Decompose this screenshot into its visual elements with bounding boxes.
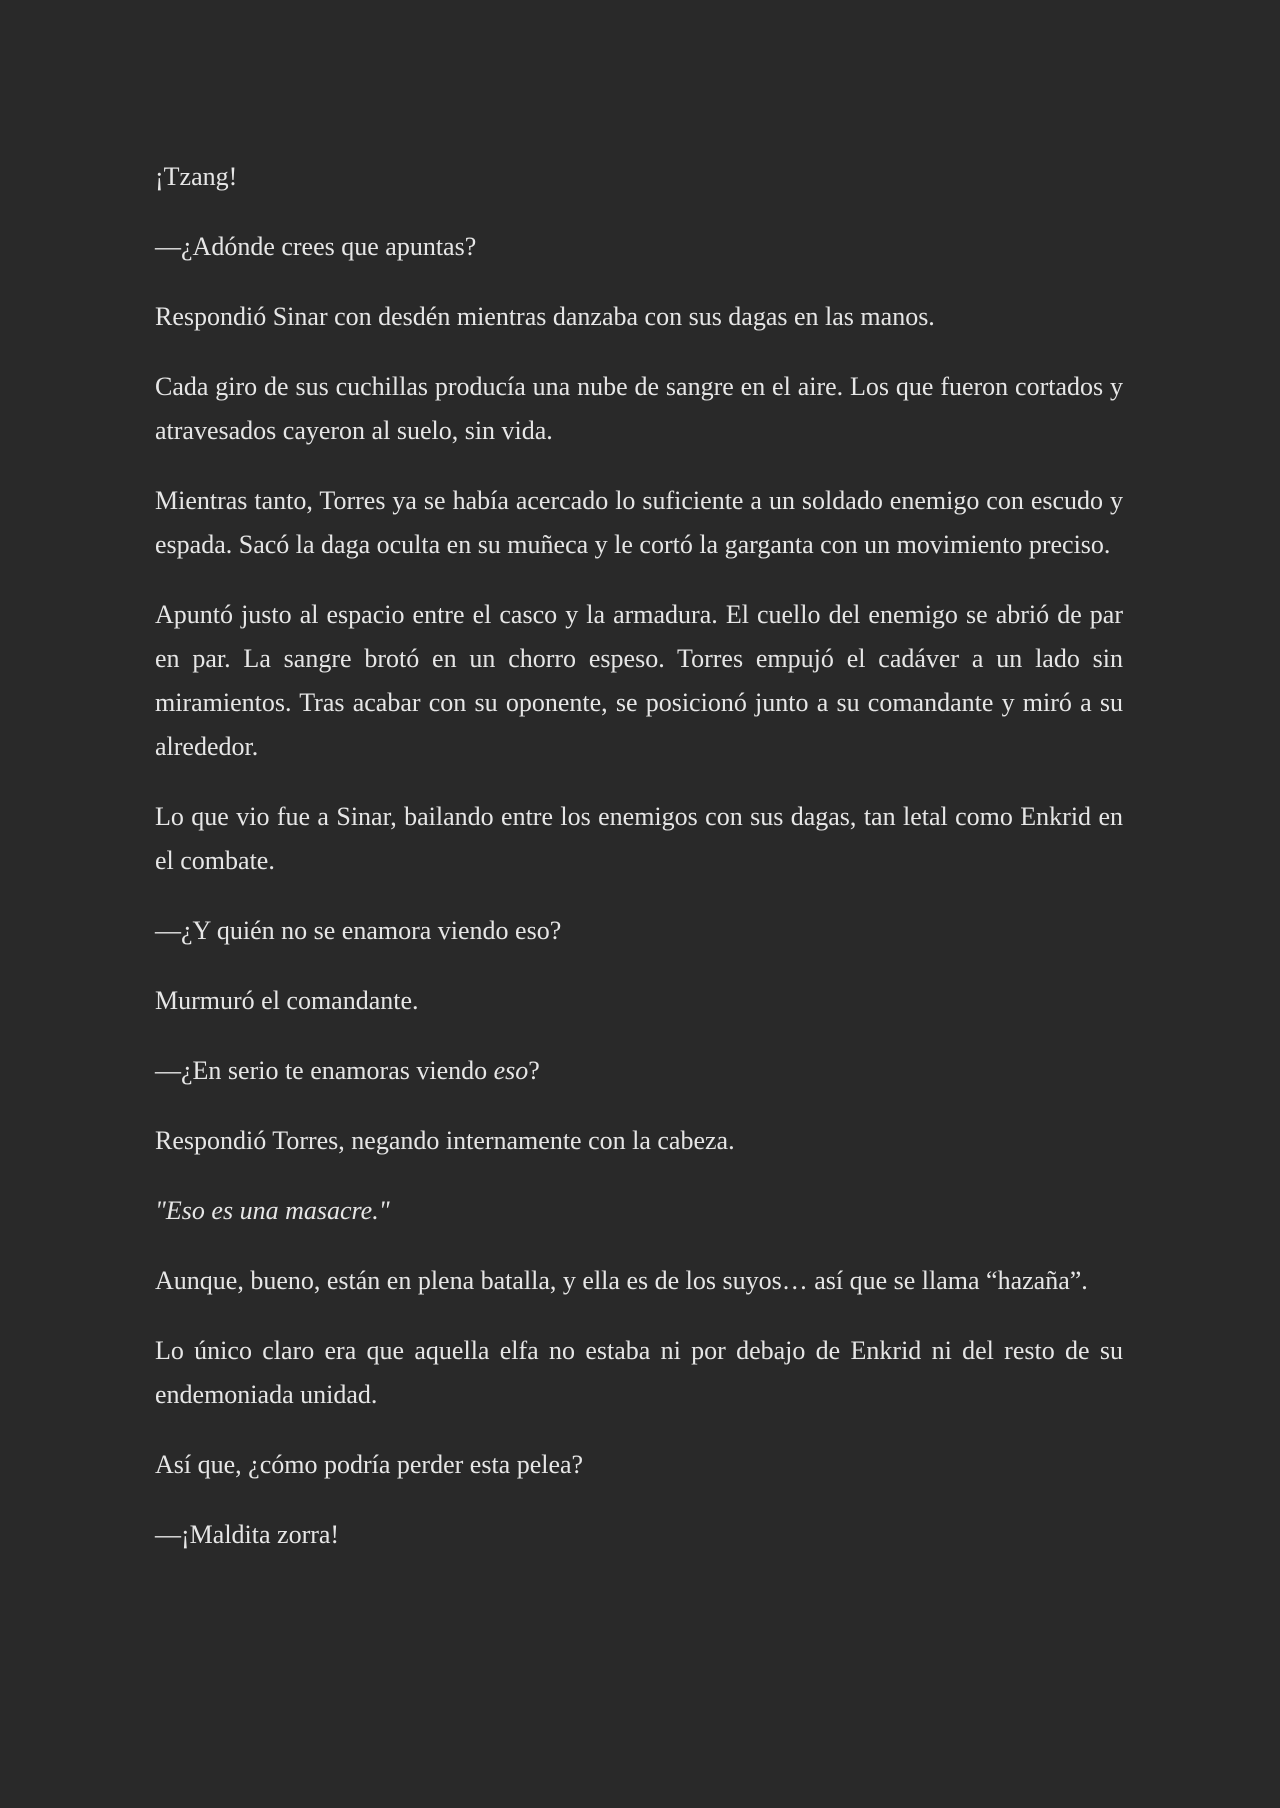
paragraph-14: Lo único claro era que aquella elfa no estaba ni por debajo de Enkrid ni del resto de su endemoniada unidad. bbox=[155, 1336, 1123, 1409]
paragraph-1: ¡Tzang! bbox=[155, 162, 238, 191]
paragraph-10 bbox=[155, 1049, 1123, 1093]
paragraph-10-after: ? bbox=[528, 1056, 540, 1085]
paragraph-5: Mientras tanto, Torres ya se había acercado lo suficiente a un soldado enemigo con escudo y espada. Sacó la daga oculta en su muñeca y le cortó la garganta con un movimiento preciso. bbox=[155, 486, 1123, 559]
paragraph-9: Murmuró el comandante. bbox=[155, 986, 419, 1015]
paragraph-11: Respondió Torres, negando internamente con la cabeza. bbox=[155, 1126, 735, 1155]
paragraph-7: Lo que vio fue a Sinar, bailando entre los enemigos con sus dagas, tan letal como Enkrid en el combate. bbox=[155, 802, 1123, 875]
paragraph-8: —¿Y quién no se enamora viendo eso? bbox=[155, 916, 562, 945]
paragraph-10-emphasis: eso bbox=[493, 1056, 529, 1085]
paragraph-4: Cada giro de sus cuchillas producía una nube de sangre en el aire. Los que fueron cortados y atravesados cayeron al suelo, sin vida. bbox=[155, 372, 1123, 445]
paragraph-6: Apuntó justo al espacio entre el casco y la armadura. El cuello del enemigo se abrió de par en par. La sangre brotó en un chorro espeso. Torres empujó el cadáver a un lado sin miramientos. Tras acabar con su oponente, se posicionó junto a su comandante y miró a su alrededor. bbox=[155, 600, 1123, 761]
chapter-text bbox=[155, 155, 1123, 1583]
paragraph-2: —¿Adónde crees que apuntas? bbox=[155, 232, 477, 261]
paragraph-15: Así que, ¿cómo podría perder esta pelea? bbox=[155, 1450, 584, 1479]
paragraph-10-before: —¿En serio te enamoras viendo bbox=[155, 1056, 494, 1085]
paragraph-12-thought: "Eso es una masacre." bbox=[155, 1196, 390, 1225]
paragraph-3: Respondió Sinar con desdén mientras danzaba con sus dagas en las manos. bbox=[155, 302, 935, 331]
paragraph-16: —¡Maldita zorra! bbox=[155, 1520, 340, 1549]
paragraph-13: Aunque, bueno, están en plena batalla, y ella es de los suyos… así que se llama “hazaña”. bbox=[155, 1266, 1088, 1295]
